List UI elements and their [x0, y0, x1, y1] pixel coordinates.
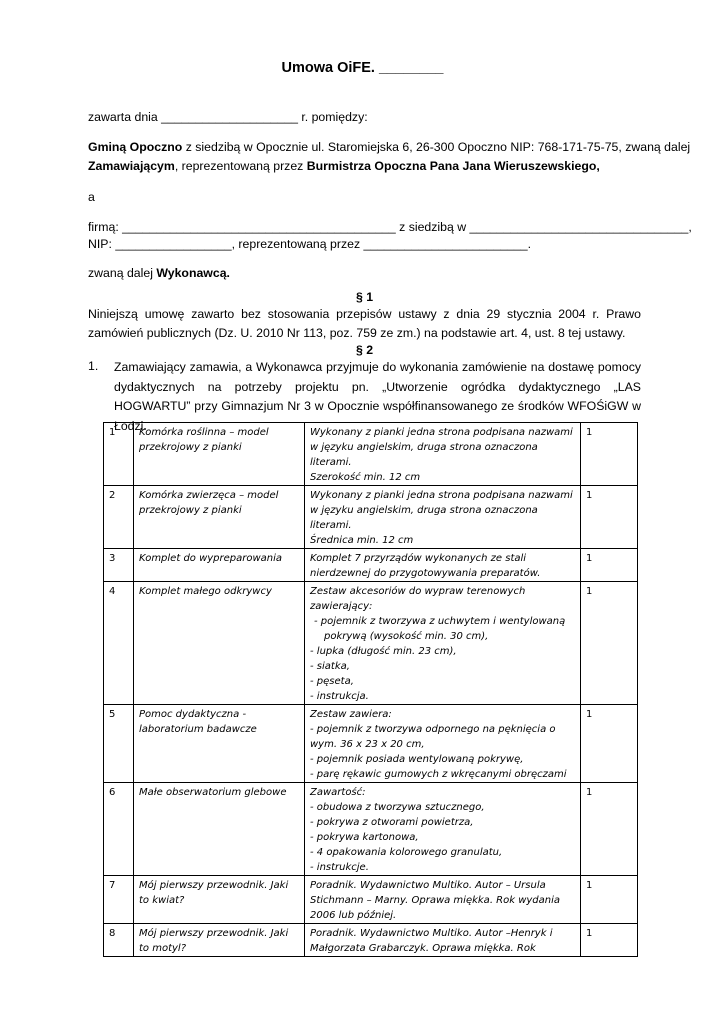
party1-name: Gminą Opoczno [88, 140, 183, 154]
item-name [134, 705, 305, 783]
item-description [305, 486, 581, 549]
item-name-line: to motyl? [139, 943, 187, 954]
item-description-line: 2006 lub później. [310, 910, 397, 921]
item-description-line: pokrywą (wysokość min. 30 cm), [324, 631, 489, 642]
section1-heading: § 1 [355, 290, 374, 304]
item-description-line: - parę rękawic gumowych z wkręcanymi obręczami [310, 769, 567, 780]
item-description-line: Zestaw akcesoriów do wypraw terenowych [310, 586, 526, 597]
table-row [104, 486, 638, 549]
item-name-line: Pomoc dydaktyczna - [139, 709, 247, 720]
party2-prefix: zwaną dalej [88, 266, 157, 280]
row-number: 3 [104, 549, 134, 582]
item-quantity: 1 [581, 705, 638, 783]
section2-item1-text: Zamawiający zamawia, a Wykonawca przyjmuje do wykonania zamówienie na dostawę pomocy dydaktycznych na potrzeby projektu pn. „Utworzenie ogródka dydaktycznego „LAS HOGWARTU” przy Gimnazjum Nr 3 w Opocznie współfinansowanego ze środków WFOŚiGW w Łodzi. [114, 360, 641, 433]
conjunction: a [88, 190, 95, 204]
item-description-line: - instrukcje. [310, 862, 369, 873]
party1-line2 [88, 157, 641, 176]
item-description [305, 582, 581, 705]
item-quantity: 1 [581, 582, 638, 705]
item-description-line: wym. 36 x 23 x 20 cm, [310, 739, 425, 750]
item-name [134, 924, 305, 957]
item-description-line: Stichmann – Marny. Oprawa miękka. Rok wydania [310, 895, 561, 906]
contract-date-line: zawarta dnia ____________________ r. pomiędzy: [88, 110, 368, 124]
item-description-line: literami. [310, 457, 352, 468]
item-description-line: Małgorzata Grabarczyk. Oprawa miękka. Rok [310, 943, 536, 954]
item-description [305, 705, 581, 783]
item-description-line: Zestaw zawiera: [310, 709, 392, 720]
item-name-line: Komórka roślinna – model [139, 427, 269, 438]
item-description-line: - pojemnik z tworzywa odpornego na pęknięcia o [310, 724, 556, 735]
row-number: 1 [104, 423, 134, 486]
party2-role: Wykonawcą. [156, 266, 230, 280]
items-table [103, 422, 638, 957]
row-number: 2 [104, 486, 134, 549]
section1-text: Niniejszą umowę zawarto bez stosowania przepisów ustawy z dnia 29 stycznia 2004 r. Prawo zamówień publicznych (Dz. U. 2010 Nr 113, poz. 759 ze zm.) na podstawie art. 4, ust. 8 tej ustawy. [88, 307, 641, 340]
party1-role: Zamawiającym [88, 159, 175, 173]
row-number: 6 [104, 783, 134, 876]
party2-line [88, 264, 641, 283]
item-description-line: - pojemnik posiada wentylowaną pokrywę, [310, 754, 524, 765]
section2-item1-number: 1. [88, 359, 99, 373]
item-name-line: przekrojowy z pianki [139, 442, 242, 453]
item-description-line: Średnica min. 12 cm [310, 535, 414, 546]
row-number: 7 [104, 876, 134, 924]
table-row [104, 582, 638, 705]
item-name-line: Mój pierwszy przewodnik. Jaki [139, 928, 289, 939]
nip-line: NIP: _________________, reprezentowaną przez ________________________. [88, 237, 532, 251]
item-description-line: Poradnik. Wydawnictwo Multiko. Autor – Ursula [310, 880, 546, 891]
item-name [134, 783, 305, 876]
item-description [305, 876, 581, 924]
item-quantity: 1 [581, 423, 638, 486]
item-description-line: - pokrywa kartonowa, [310, 832, 419, 843]
table-row [104, 783, 638, 876]
firm-line: firmą: ________________________________________ z siedzibą w ________________________________, [88, 220, 692, 234]
table-row [104, 705, 638, 783]
party1-representative: Burmistrza Opoczna Pana Jana Wieruszewskiego, [306, 159, 600, 173]
item-quantity: 1 [581, 549, 638, 582]
party1-rep-prefix: , reprezentowaną przez [174, 159, 307, 173]
item-description-line: - siatka, [310, 661, 350, 672]
row-number: 4 [104, 582, 134, 705]
item-name-line: to kwiat? [139, 895, 185, 906]
table-row [104, 924, 638, 957]
item-quantity: 1 [581, 924, 638, 957]
item-name [134, 486, 305, 549]
item-description-line: - pokrywa z otworami powietrza, [310, 817, 474, 828]
row-number: 5 [104, 705, 134, 783]
item-name [134, 582, 305, 705]
item-name [134, 423, 305, 486]
item-description-line: zawierający: [310, 601, 373, 612]
item-description-line: Wykonany z pianki jedna strona podpisana nazwami [310, 427, 573, 438]
item-description-line: Poradnik. Wydawnictwo Multiko. Autor –Henryk i [310, 928, 553, 939]
table-row [104, 423, 638, 486]
item-name-line: Komplet do wypreparowania [139, 553, 283, 564]
section2-heading: § 2 [355, 343, 374, 357]
item-quantity: 1 [581, 783, 638, 876]
item-description-line: Zawartość: [310, 787, 366, 798]
item-description [305, 423, 581, 486]
table-row [104, 876, 638, 924]
item-description-line: - lupka (długość min. 23 cm), [310, 646, 457, 657]
item-description-line: literami. [310, 520, 352, 531]
item-description-line: Komplet 7 przyrządów wykonanych ze stali [310, 553, 527, 564]
item-description-line: - pęseta, [310, 676, 354, 687]
item-name-line: przekrojowy z pianki [139, 505, 242, 516]
item-name [134, 549, 305, 582]
party1-address: z siedzibą w Opocznie ul. Staromiejska 6, 26-300 Opoczno NIP: 768-171-75-75, zwaną dalej [182, 140, 691, 154]
item-description [305, 924, 581, 957]
item-name [134, 876, 305, 924]
item-quantity: 1 [581, 876, 638, 924]
item-description-line: - 4 opakowania kolorowego granulatu, [310, 847, 503, 858]
item-name-line: Małe obserwatorium glebowe [139, 787, 287, 798]
page-title: Umowa OiFE. ________ [281, 60, 444, 76]
item-name-line: Mój pierwszy przewodnik. Jaki [139, 880, 289, 891]
item-quantity: 1 [581, 486, 638, 549]
item-name-line: Komplet małego odkrywcy [139, 586, 272, 597]
party1-line1 [88, 138, 691, 157]
item-description-line: Wykonany z pianki jedna strona podpisana nazwami [310, 490, 573, 501]
item-description-line: w języku angielskim, druga strona oznaczona [310, 442, 538, 453]
item-description-line: nierdzewnej do przygotowywania preparatów. [310, 568, 541, 579]
table-row [104, 549, 638, 582]
item-description-line: Szerokość min. 12 cm [310, 472, 421, 483]
item-name-line: Komórka zwierzęca – model [139, 490, 279, 501]
item-description-line: - obudowa z tworzywa sztucznego, [310, 802, 485, 813]
item-description-line: - instrukcja. [310, 691, 369, 702]
item-description [305, 549, 581, 582]
row-number: 8 [104, 924, 134, 957]
item-description-line: w języku angielskim, druga strona oznaczona [310, 505, 538, 516]
item-name-line: laboratorium badawcze [139, 724, 257, 735]
item-description [305, 783, 581, 876]
items-table-body [104, 423, 638, 957]
item-description-line: - pojemnik z tworzywa z uchwytem i wentylowaną [314, 616, 566, 627]
